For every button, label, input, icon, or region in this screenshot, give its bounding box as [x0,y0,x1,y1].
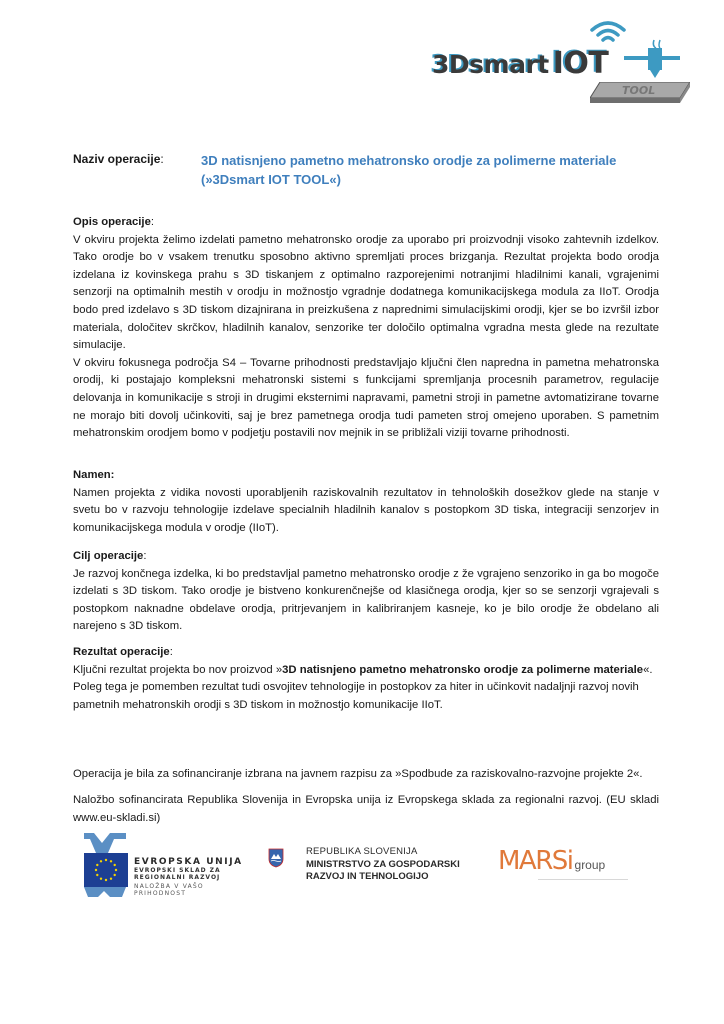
ministry-line2: MINISTRSTVO ZA GOSPODARSKI [306,858,460,870]
colon: : [160,152,164,166]
colon: : [143,550,147,562]
heading-text: Opis operacije [73,216,151,228]
marsi-group-logo [498,846,628,882]
operation-title-line1: 3D natisnjeno pametno mehatronsko orodje za polimerne materiale [201,153,617,168]
eu-logo-text [134,857,252,897]
eu-decorative-shape-icon [82,833,128,853]
logo-iot: IOT [552,46,609,81]
ministry-logo [266,840,466,890]
text-suffix: «. [643,663,653,676]
eu-flag-icon [84,853,128,887]
3d-printer-nozzle-icon [624,38,680,86]
wifi-icon [588,18,628,44]
operation-name-label [73,152,164,166]
paragraph: Je razvoj končnega izdelka, ki bo predstavljal pametno mehatronsko orodje z že vgrajeno senzoriko in ga bo mogoče izdelati s 3D tiskom. Tako orodje je bistveno konkurenčnejše od klasičnega orodja, kjer so se senzorji vgrajevali s postopkom naknadne obdelave orodja, pritrjevanjem in kalibriranjem kasneje, ko je bilo orodje že obdelano ali narejeno s 3D tiskom. [73,567,659,633]
section-heading [73,467,659,485]
product-name: 3D natisnjeno pametno mehatronsko orodje za polimerne materiale [282,663,644,676]
eu-line1: EVROPSKA UNIJA [134,857,243,867]
paragraph: V okviru fokusnega področja S4 – Tovarne prihodnosti predstavljajo ključni člen napredna in pametna mehatronska orodij, ki postajajo kompleksni mehatronski sistemi s funkcijami spremljanja procesnih parametrov, regulacije delovanja in komunikacije s stroji in drugimi eksternimi napravami, pametni stroji in pametne avtomatizirane tovarne ne morajo biti dovolj učinkoviti, saj je brez pametnega orodja tudi pameten stroj omejeno uporaben. S pametnim mehatronskim orodjem bomo v podjetju postavili nov mejnik in se približali viziji tovarne prihodnosti. [73,356,659,440]
colon: : [110,469,115,481]
svg-text:TOOL: TOOL [622,84,656,97]
operation-title-line2: (»3Dsmart IOT TOOL«) [201,172,341,187]
marsi-name: MARSi [498,846,573,876]
marsi-suffix: group [574,858,606,872]
slovenia-crest-icon [268,848,284,868]
section-cilj-operacije [73,548,659,636]
paragraph: Namen projekta z vidika novosti uporabljenih raziskovalnih rezultatov in tehnoloških dosežkov glede na stanje v svetu bo v razvoju tehnologije izdelave specialnih hladilnih kanalov s postopkom 3D tiska, integraciji senzorjev in komunikacijskega modula v orodje (IIoT). [73,486,659,534]
tool-plate-icon [590,82,690,104]
3dsmart-iot-tool-logo [430,16,670,106]
ministry-text [306,846,460,884]
heading-text: Namen [73,469,111,481]
section-rezultat-operacije [73,644,659,714]
eu-line4: NALOŽBA V VAŠO PRIHODNOST [134,883,204,897]
section-namen [73,467,659,537]
text-prefix: Ključni rezultat projekta bo nov proizvod » [73,663,283,676]
paragraph [73,662,659,680]
heading-text: Rezultat operacije [73,646,170,658]
logo-wordmark [432,46,608,81]
logo-word: 3Dsmart [432,50,549,79]
colon: : [150,216,154,228]
section-opis-operacije [73,214,659,443]
colon: : [169,646,173,658]
section-heading [73,214,659,232]
paragraph: Poleg tega je pomemben rezultat tudi osvojitev tehnologije in postopkov za hiter in učinkovit nadaljnji razvoj novih pametnih mehatronskih orodji s 3D tiskom in možnostjo komunikacije IIoT. [73,681,639,711]
section-heading [73,548,659,566]
eu-line2: EVROPSKI SKLAD ZA [134,867,221,874]
ministry-line3: RAZVOJ IN TEHNOLOGIJO [306,871,429,882]
cofinancing-statement: Naložbo sofinancirata Republika Slovenija in Evropska unija iz Evropskega sklada za regionalni razvoj. (EU skladi www.eu-skladi.si) [73,794,659,824]
heading-text: Cilj operacije [73,550,144,562]
divider [538,879,628,880]
operation-title [201,151,641,189]
ministry-line1: REPUBLIKA SLOVENIJA [306,846,418,857]
eu-decorative-shape-icon [82,887,128,897]
section-heading [73,644,659,662]
paragraph: V okviru projekta želimo izdelati pametno mehatronsko orodje za uporabo pri proizvodnji visoko zahtevnih izdelkov. Tako orodje bo v vsakem trenutku sposobno aktivno spremljati proces brizganja. Rezultat projekta bodo orodja izdelana iz kovinskega prahu s 3D tiskanjem z optimalno razporejenimi notranjimi hladilnimi kanali, vgrajenimi senzorji na optimalnih mestih v orodju in možnostjo vgradnje dodatnega komunikacijskega modula za IIoT. Orodja bodo pred izdelavo s 3D tiskom dizajnirana in preizkušena z naprednimi simulacijskimi orodji, kjer se bo izvršil izbor materiala, določitev skrčkov, hladilnih kanalov, senzorike ter določilo optimalna vgradna mesta glede na rezultate simulacije. [73,233,659,352]
funding-statement: Operacija je bila za sofinanciranje izbrana na javnem razpisu za »Spodbude za raziskovalno-razvojne projekte 2«. [73,768,643,780]
eu-line3: REGIONALNI RAZVOJ [134,874,221,881]
eu-regional-fund-logo [82,833,252,895]
operation-name-label-text: Naziv operacije [73,152,161,166]
